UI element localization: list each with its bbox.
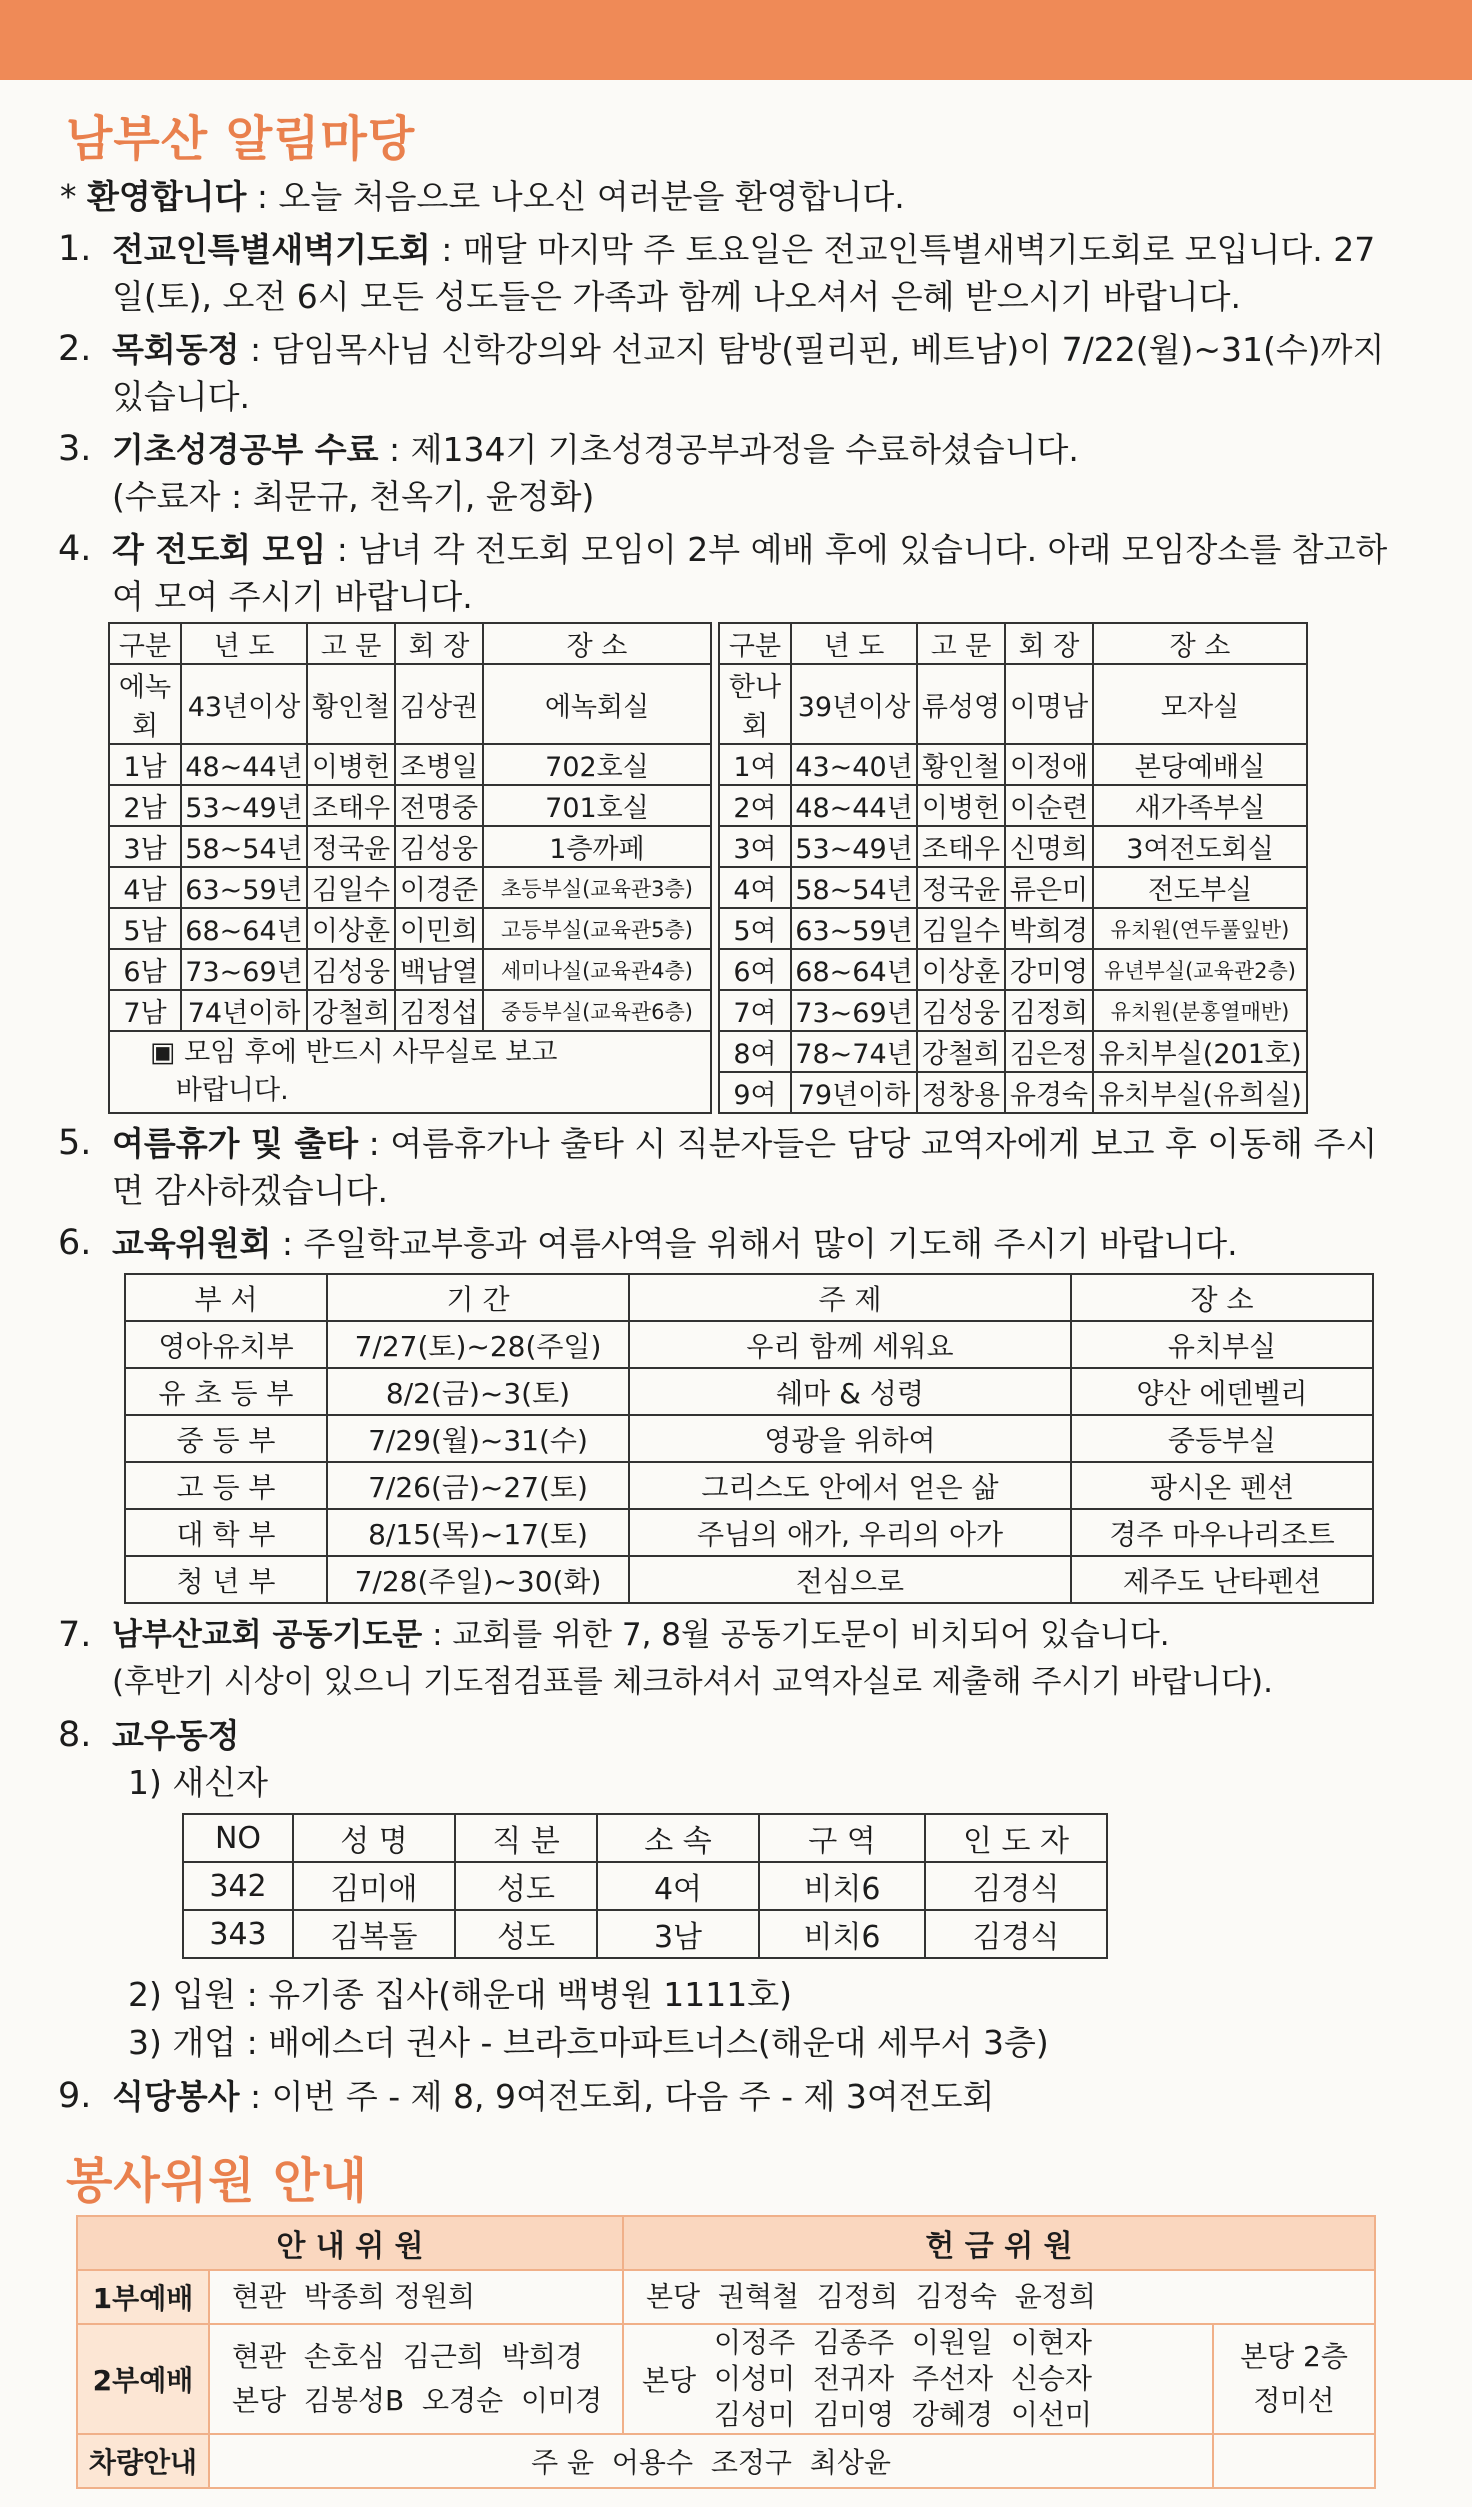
- cell: 이상훈: [307, 908, 395, 949]
- cell: 팡시온 펜션: [1071, 1462, 1373, 1509]
- cell: 유치원(연두풀잎반): [1093, 908, 1307, 949]
- table-row: [109, 1031, 1307, 1072]
- cell: 황인철: [917, 744, 1005, 785]
- cell: 이병헌: [917, 785, 1005, 826]
- cell: 7/27(토)~28(주일): [327, 1321, 629, 1368]
- cell: 3남: [597, 1910, 759, 1958]
- notice-item-8: [58, 1712, 1388, 1759]
- welcome-mark: *: [60, 177, 77, 216]
- cell: 1남: [109, 744, 181, 785]
- cell: 63~59년: [791, 908, 917, 949]
- cell: 4여: [597, 1862, 759, 1910]
- meeting-note: ▣ 모임 후에 반드시 사무실로 보고 바랍니다.: [109, 1031, 711, 1113]
- header-cell: 고 문: [307, 623, 395, 664]
- column-separator: [711, 785, 719, 826]
- cell: 이경준: [395, 867, 483, 908]
- cell: 초등부실(교육관3층): [483, 867, 711, 908]
- notice-title: 식당봉사: [112, 2077, 240, 2116]
- cell: 김은정: [1005, 1031, 1093, 1072]
- cell: 2여: [719, 785, 791, 826]
- cell: 48~44년: [181, 744, 307, 785]
- cell: 조병일: [395, 744, 483, 785]
- cell: 황인철: [307, 664, 395, 744]
- cell: 9여: [719, 1072, 791, 1113]
- notice-text: : 교회를 위한 7, 8월 공동기도문이 비치되어 있습니다. (후반기 시상이 있으니 기도점검표를 체크하셔서 교역자실로 제출해 주시기 바랍니다).: [112, 1617, 1273, 1700]
- header-cell: 부 서: [125, 1274, 327, 1321]
- header-cell: 년 도: [181, 623, 307, 664]
- cell: 류성영: [917, 664, 1005, 744]
- header-cell: 장 소: [1093, 623, 1307, 664]
- service-row-label: 2부예배: [77, 2324, 209, 2434]
- column-separator: [711, 1072, 719, 1113]
- notice-text: : 제134기 기초성경공부과정을 수료하셨습니다. (수료자 : 최문규, 천옥기, 윤정화): [112, 430, 1079, 516]
- cell: 성도: [455, 1862, 597, 1910]
- usher-cell: 현관 박종희 정원희: [209, 2270, 623, 2324]
- notice-text: : 담임목사님 신학강의와 선교지 탐방(필리핀, 베트남)이 7/22(월)~31(수)까지 있습니다.: [112, 330, 1385, 416]
- cell: 김경식: [925, 1910, 1107, 1958]
- cell: 73~69년: [791, 990, 917, 1031]
- cell: 새가족부실: [1093, 785, 1307, 826]
- notice-item-9: [58, 2073, 1388, 2120]
- notice-item-3: [58, 426, 1388, 520]
- header-cell: 직 분: [455, 1814, 597, 1862]
- table-header-row: [183, 1814, 1107, 1862]
- cell: 8여: [719, 1031, 791, 1072]
- table-row: [77, 2270, 1375, 2324]
- cell: 세미나실(교육관4층): [483, 949, 711, 990]
- column-separator: [711, 908, 719, 949]
- cell: 중 등 부: [125, 1415, 327, 1462]
- cell: 6남: [109, 949, 181, 990]
- cell: 유치부실(201호): [1093, 1031, 1307, 1072]
- column-separator: [711, 990, 719, 1031]
- notice-title: 기초성경공부 수료: [112, 430, 379, 469]
- table-row: [109, 990, 1307, 1031]
- cell: 유치부실: [1071, 1321, 1373, 1368]
- offering-header: 헌 금 위 원: [623, 2216, 1375, 2270]
- cell: 본당예배실: [1093, 744, 1307, 785]
- table-header-row: [125, 1274, 1373, 1321]
- table-row: [109, 867, 1307, 908]
- cell: 유 초 등 부: [125, 1368, 327, 1415]
- cell: 강철희: [917, 1031, 1005, 1072]
- service-title: 봉사위원 안내: [66, 2153, 368, 2209]
- cell: 5여: [719, 908, 791, 949]
- cell: 7여: [719, 990, 791, 1031]
- page-title: 남부산 알림마당: [66, 111, 416, 167]
- notice-title: 여름휴가 및 출타: [112, 1124, 359, 1163]
- service-row-label: 차량안내: [77, 2434, 209, 2488]
- notice-title: 남부산교회 공동기도문: [112, 1617, 423, 1653]
- cell: 비치6: [759, 1910, 925, 1958]
- cell: 제주도 난타펜션: [1071, 1556, 1373, 1603]
- cell: 3여전도회실: [1093, 826, 1307, 867]
- cell: 전명중: [395, 785, 483, 826]
- header-cell: 장 소: [483, 623, 711, 664]
- cell: 이병헌: [307, 744, 395, 785]
- service-row-label: 1부예배: [77, 2270, 209, 2324]
- empty-cell: [1213, 2434, 1375, 2488]
- cell: 강철희: [307, 990, 395, 1031]
- header-cell: 회 장: [395, 623, 483, 664]
- cell: 영아유치부: [125, 1321, 327, 1368]
- cell: 에녹회: [109, 664, 181, 744]
- cell: 한나회: [719, 664, 791, 744]
- header-cell: 장 소: [1071, 1274, 1373, 1321]
- cell: 비치6: [759, 1862, 925, 1910]
- notice-text: : 매달 마지막 주 토요일은 전교인특별새벽기도회로 모입니다. 27일(토), 오전 6시 모든 성도들은 가족과 함께 나오셔서 은혜 받으시기 바랍니다.: [112, 230, 1376, 316]
- cell: 김경식: [925, 1862, 1107, 1910]
- cell: 이순련: [1005, 785, 1093, 826]
- notice-title: 전교인특별새벽기도회: [112, 230, 431, 269]
- notice-item-5: [58, 1120, 1388, 1214]
- offering-cell: 본당 권혁철 김정희 김정숙 윤정희: [623, 2270, 1375, 2324]
- cell: 김복돌: [293, 1910, 455, 1958]
- notice-text: : 주일학교부흥과 여름사역을 위해서 많이 기도해 주시기 바랍니다.: [271, 1224, 1238, 1263]
- table-row: [109, 785, 1307, 826]
- notice-item-7: [58, 1612, 1388, 1706]
- newcomers-table: [182, 1813, 1108, 1959]
- notice-number: 6.: [58, 1223, 92, 1263]
- cell: 78~74년: [791, 1031, 917, 1072]
- table-row: [125, 1509, 1373, 1556]
- welcome-text: : 오늘 처음으로 나오신 여러분을 환영합니다.: [246, 177, 905, 216]
- cell: 에녹회실: [483, 664, 711, 744]
- cell: 신명희: [1005, 826, 1093, 867]
- header-cell: 구 역: [759, 1814, 925, 1862]
- cell: 68~64년: [181, 908, 307, 949]
- notice-item-1: [58, 226, 1388, 320]
- table-row: [109, 949, 1307, 990]
- table-row: [125, 1462, 1373, 1509]
- header-cell: NO: [183, 1814, 293, 1862]
- cell: 7/26(금)~27(토): [327, 1462, 629, 1509]
- table-row: [183, 1862, 1107, 1910]
- cell: 3여: [719, 826, 791, 867]
- header-cell: 기 간: [327, 1274, 629, 1321]
- header-cell: 소 속: [597, 1814, 759, 1862]
- usher-header: 안 내 위 원: [77, 2216, 623, 2270]
- cell: 43~40년: [791, 744, 917, 785]
- column-separator: [711, 664, 719, 744]
- header-cell: 년 도: [791, 623, 917, 664]
- cell: 5남: [109, 908, 181, 949]
- cell: 정국윤: [917, 867, 1005, 908]
- cell: 702호실: [483, 744, 711, 785]
- cell: 정국윤: [307, 826, 395, 867]
- cell: 73~69년: [181, 949, 307, 990]
- cell: 1층까페: [483, 826, 711, 867]
- cell: 7/29(월)~31(수): [327, 1415, 629, 1462]
- usher-cell: 현관 손호심 김근희 박희경 본당 김봉성B 오경순 이미경: [209, 2324, 623, 2434]
- cell: 53~49년: [181, 785, 307, 826]
- header-cell: 구분: [719, 623, 791, 664]
- table-row: [125, 1368, 1373, 1415]
- cell: 2남: [109, 785, 181, 826]
- table-row: [183, 1910, 1107, 1958]
- cell: 701호실: [483, 785, 711, 826]
- offering-place: 본당: [623, 2324, 714, 2434]
- notice-number: 5.: [58, 1123, 92, 1163]
- notice-title: 각 전도회 모임: [112, 530, 327, 569]
- cell: 전도부실: [1093, 867, 1307, 908]
- top-color-bar: [0, 0, 1472, 80]
- notice-title: 교우동정: [112, 1716, 240, 1755]
- cell: 전심으로: [629, 1556, 1071, 1603]
- table-row: [109, 664, 1307, 744]
- cell: 우리 함께 세워요: [629, 1321, 1071, 1368]
- cell: 63~59년: [181, 867, 307, 908]
- column-separator: [711, 744, 719, 785]
- cell: 김정희: [1005, 990, 1093, 1031]
- cell: 류은미: [1005, 867, 1093, 908]
- cell: 쉐마 & 성령: [629, 1368, 1071, 1415]
- cell: 39년이상: [791, 664, 917, 744]
- members-opening: 3) 개업 : 배에스더 권사 - 브라흐마파트너스(해운대 세무서 3층): [128, 2023, 1049, 2062]
- cell: 영광을 위하여: [629, 1415, 1071, 1462]
- cell: 유년부실(교육관2층): [1093, 949, 1307, 990]
- cell: 성도: [455, 1910, 597, 1958]
- cell: 김성웅: [917, 990, 1005, 1031]
- cell: 김일수: [307, 867, 395, 908]
- table-row: [125, 1556, 1373, 1603]
- header-cell: 회 장: [1005, 623, 1093, 664]
- welcome-line: [60, 173, 1388, 220]
- cell: 백남열: [395, 949, 483, 990]
- notice-number: 4.: [58, 529, 92, 569]
- cell: 43년이상: [181, 664, 307, 744]
- notice-number: 2.: [58, 329, 92, 369]
- notice-number: 7.: [58, 1615, 92, 1655]
- header-cell: 인 도 자: [925, 1814, 1107, 1862]
- cell: 양산 에덴벨리: [1071, 1368, 1373, 1415]
- cell: 김일수: [917, 908, 1005, 949]
- cell: 53~49년: [791, 826, 917, 867]
- cell: 4남: [109, 867, 181, 908]
- cell: 이상훈: [917, 949, 1005, 990]
- cell: 유치원(분홍열매반): [1093, 990, 1307, 1031]
- notice-text: : 이번 주 - 제 8, 9여전도회, 다음 주 - 제 3여전도회: [239, 2077, 995, 2116]
- header-cell: 구분: [109, 623, 181, 664]
- cell: 58~54년: [791, 867, 917, 908]
- table-row: [77, 2324, 1375, 2434]
- cell: 대 학 부: [125, 1509, 327, 1556]
- column-separator: [711, 867, 719, 908]
- cell: 모자실: [1093, 664, 1307, 744]
- cell: 343: [183, 1910, 293, 1958]
- notice-text: : 남녀 각 전도회 모임이 2부 예배 후에 있습니다. 아래 모임장소를 참고하여 모여 주시기 바랍니다.: [112, 530, 1388, 616]
- cell: 주님의 애가, 우리의 아가: [629, 1509, 1071, 1556]
- column-separator: [711, 826, 719, 867]
- cell: 유치부실(유희실): [1093, 1072, 1307, 1113]
- vehicle-cell: 주 윤 어용수 조정구 최상윤: [209, 2434, 1213, 2488]
- cell: 68~64년: [791, 949, 917, 990]
- education-table: [124, 1273, 1374, 1604]
- cell: 48~44년: [791, 785, 917, 826]
- members-newcomers-label: 1) 새신자: [128, 1763, 268, 1802]
- cell: 7/28(주일)~30(화): [327, 1556, 629, 1603]
- notice-item-2: [58, 326, 1388, 420]
- column-separator: [711, 623, 719, 664]
- notice-title: 교육위원회: [112, 1224, 272, 1263]
- table-header-row: [109, 623, 1307, 664]
- cell: 8/15(목)~17(토): [327, 1509, 629, 1556]
- cell: 김정섭: [395, 990, 483, 1031]
- cell: 4여: [719, 867, 791, 908]
- service-table: [76, 2215, 1376, 2489]
- notice-text: : 여름휴가나 출타 시 직분자들은 담당 교역자에게 보고 후 이동해 주시면 감사하겠습니다.: [112, 1124, 1378, 1210]
- offering-cell: 이정주 김종주 이원일 이현자 이성미 전귀자 주선자 신승자 김성미 김미영 강혜경 이선미: [714, 2324, 1213, 2434]
- table-header-row: [77, 2216, 1375, 2270]
- header-cell: 성 명: [293, 1814, 455, 1862]
- cell: 유경숙: [1005, 1072, 1093, 1113]
- header-cell: 고 문: [917, 623, 1005, 664]
- notice-item-4: [58, 526, 1388, 620]
- table-row: [109, 826, 1307, 867]
- bulletin-content: [58, 100, 1388, 2489]
- cell: 그리스도 안에서 얻은 삶: [629, 1462, 1071, 1509]
- notice-number: 1.: [58, 229, 92, 269]
- notice-item-6: [58, 1220, 1388, 1267]
- cell: 조태우: [917, 826, 1005, 867]
- cell: 중등부실(교육관6층): [483, 990, 711, 1031]
- cell: 342: [183, 1862, 293, 1910]
- meeting-table: [108, 622, 1308, 1114]
- cell: 경주 마우나리조트: [1071, 1509, 1373, 1556]
- notice-title: 목회동정: [112, 330, 240, 369]
- cell: 김성웅: [307, 949, 395, 990]
- notice-number: 9.: [58, 2076, 92, 2116]
- cell: 정창용: [917, 1072, 1005, 1113]
- cell: 이정애: [1005, 744, 1093, 785]
- table-row: [125, 1415, 1373, 1462]
- cell: 74년이하: [181, 990, 307, 1031]
- members-hospital: 2) 입원 : 유기종 집사(해운대 백병원 1111호): [128, 1975, 792, 2014]
- table-row: [125, 1321, 1373, 1368]
- cell: 김미애: [293, 1862, 455, 1910]
- table-row: [109, 908, 1307, 949]
- cell: 강미영: [1005, 949, 1093, 990]
- cell: 청 년 부: [125, 1556, 327, 1603]
- cell: 3남: [109, 826, 181, 867]
- cell: 김성웅: [395, 826, 483, 867]
- cell: 79년이하: [791, 1072, 917, 1113]
- table-row: [109, 744, 1307, 785]
- offering-extra: 본당 2층 정미선: [1213, 2324, 1375, 2434]
- column-separator: [711, 949, 719, 990]
- cell: 중등부실: [1071, 1415, 1373, 1462]
- cell: 8/2(금)~3(토): [327, 1368, 629, 1415]
- cell: 조태우: [307, 785, 395, 826]
- cell: 고등부실(교육관5층): [483, 908, 711, 949]
- notice-number: 3.: [58, 429, 92, 469]
- cell: 박희경: [1005, 908, 1093, 949]
- cell: 6여: [719, 949, 791, 990]
- header-cell: 주 제: [629, 1274, 1071, 1321]
- notice-number: 8.: [58, 1715, 92, 1755]
- column-separator: [711, 1031, 719, 1072]
- cell: 이민희: [395, 908, 483, 949]
- cell: 58~54년: [181, 826, 307, 867]
- cell: 7남: [109, 990, 181, 1031]
- cell: 1여: [719, 744, 791, 785]
- cell: 고 등 부: [125, 1462, 327, 1509]
- welcome-label: 환영합니다: [87, 177, 247, 216]
- cell: 이명남: [1005, 664, 1093, 744]
- cell: 김상권: [395, 664, 483, 744]
- table-row: [77, 2434, 1375, 2488]
